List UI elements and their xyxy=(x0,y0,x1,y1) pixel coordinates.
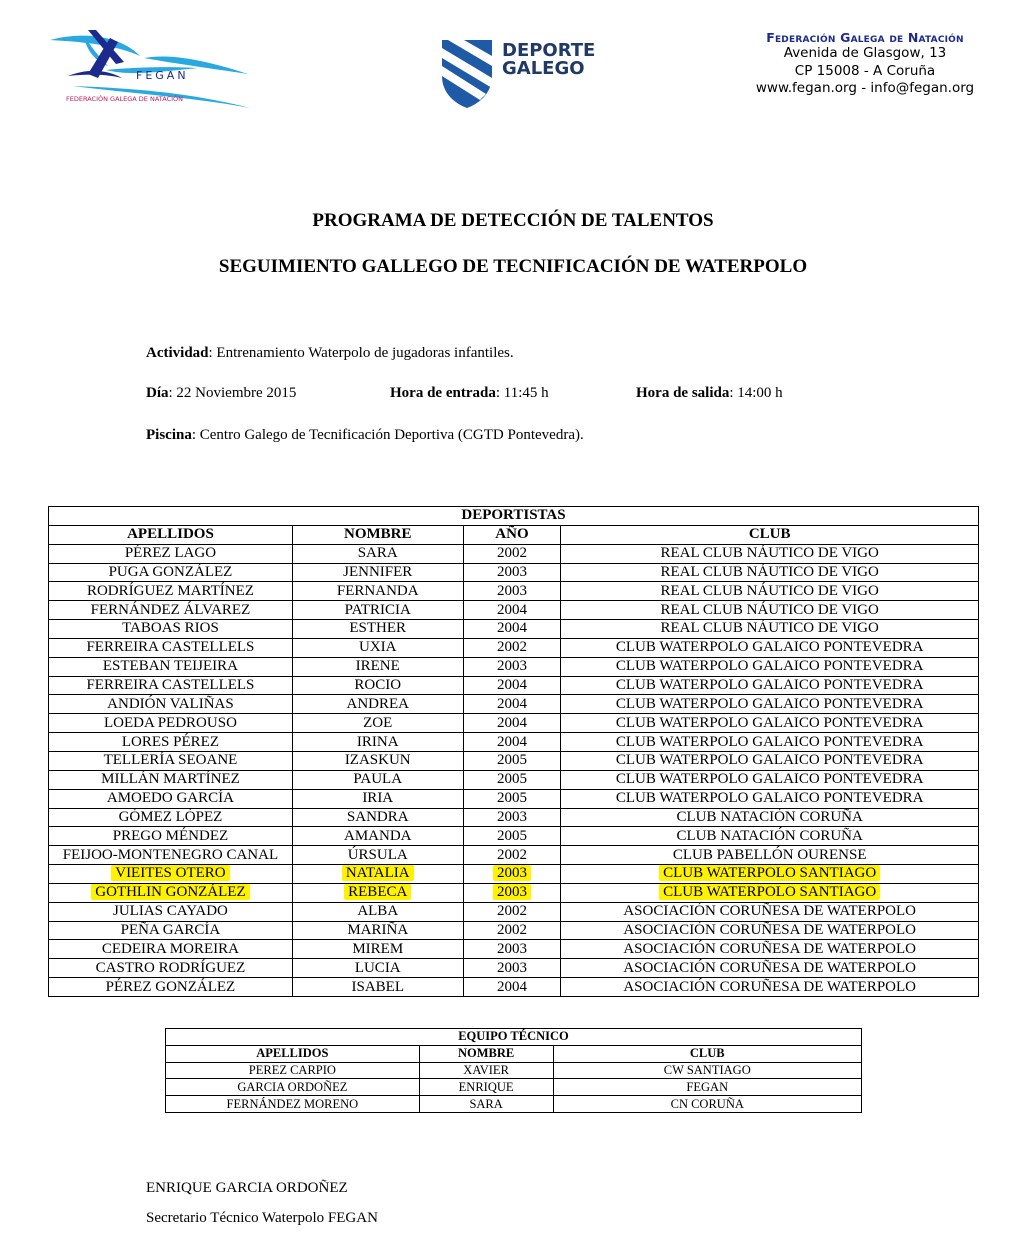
cell-nombre xyxy=(292,601,463,620)
salida-line xyxy=(636,385,783,402)
web-email: www.fegan.org - info@fegan.org xyxy=(755,80,975,96)
cell-club xyxy=(561,827,979,846)
nombre-value: ISABEL xyxy=(351,978,404,995)
ano-value: 2005 xyxy=(496,790,527,807)
nombre-value: ZOE xyxy=(363,714,393,731)
cell-ano xyxy=(463,751,561,770)
deportistas-table xyxy=(48,506,979,997)
club-value: REAL CLUB NÁUTICO DE VIGO xyxy=(660,545,879,562)
table-row xyxy=(49,883,979,902)
cell-club xyxy=(561,733,979,752)
apellidos-value: CASTRO RODRÍGUEZ xyxy=(95,959,246,976)
table-row xyxy=(49,902,979,921)
salida-value: : 14:00 h xyxy=(729,385,783,401)
cell-club xyxy=(561,883,979,902)
table-row xyxy=(49,544,979,563)
equipo-cell-club: CW SANTIAGO xyxy=(553,1062,861,1079)
salida-label: Hora de salida xyxy=(636,385,730,401)
apellidos-value: PUGA GONZÁLEZ xyxy=(108,563,233,580)
cell-nombre xyxy=(292,751,463,770)
cell-apellidos xyxy=(49,978,293,997)
cell-ano xyxy=(463,808,561,827)
cell-apellidos xyxy=(49,959,293,978)
table-row xyxy=(49,582,979,601)
cell-apellidos xyxy=(49,827,293,846)
signature-name: ENRIQUE GARCIA ORDOÑEZ xyxy=(146,1180,348,1196)
cell-club xyxy=(561,582,979,601)
federation-name: Federación Galega de Natación xyxy=(766,30,964,45)
cell-nombre xyxy=(292,733,463,752)
cell-apellidos xyxy=(49,695,293,714)
cell-ano xyxy=(463,883,561,902)
ano-value: 2003 xyxy=(493,865,531,881)
entrada-label: Hora de entrada xyxy=(390,385,496,401)
cell-nombre xyxy=(292,563,463,582)
table-row xyxy=(49,563,979,582)
cell-apellidos xyxy=(49,582,293,601)
cell-ano xyxy=(463,695,561,714)
cell-apellidos xyxy=(49,563,293,582)
fegan-logo xyxy=(48,28,253,118)
apellidos-value: CEDEIRA MOREIRA xyxy=(101,940,239,957)
cell-nombre xyxy=(292,921,463,940)
address-street: Avenida de Glasgow, 13 xyxy=(783,45,947,61)
cell-apellidos xyxy=(49,714,293,733)
cell-apellidos xyxy=(49,940,293,959)
club-value: CLUB WATERPOLO GALAICO PONTEVEDRA xyxy=(615,695,924,712)
title-line2: SEGUIMIENTO GALLEGO DE TECNIFICACIÓN DE WATERPOLO xyxy=(218,256,808,277)
table-row xyxy=(49,751,979,770)
apellidos-value: GÓMEZ LÓPEZ xyxy=(118,808,223,825)
cell-ano xyxy=(463,733,561,752)
equipo-cell-club: FEGAN xyxy=(553,1079,861,1096)
col-header-club: CLUB xyxy=(561,525,979,544)
equipo-header-row xyxy=(166,1045,862,1062)
entrada-value: : 11:45 h xyxy=(495,385,549,401)
cell-club xyxy=(561,714,979,733)
cell-apellidos xyxy=(49,883,293,902)
table-row xyxy=(49,620,979,639)
apellidos-value: TELLERÍA SEOANE xyxy=(103,752,238,769)
nombre-value: IRENE xyxy=(355,658,400,675)
table-row xyxy=(49,657,979,676)
title-line1: PROGRAMA DE DETECCIÓN DE TALENTOS xyxy=(312,210,714,231)
dia-value: : 22 Noviembre 2015 xyxy=(168,385,297,401)
ano-value: 2002 xyxy=(496,846,527,863)
cell-ano xyxy=(463,601,561,620)
club-value: CLUB WATERPOLO GALAICO PONTEVEDRA xyxy=(615,790,924,807)
cell-nombre xyxy=(292,770,463,789)
apellidos-value: MILLÁN MARTÍNEZ xyxy=(101,771,240,788)
club-value: CLUB NATACIÓN CORUÑA xyxy=(676,827,863,844)
cell-nombre xyxy=(292,582,463,601)
cell-club xyxy=(561,695,979,714)
club-value: CLUB PABELLÓN OURENSE xyxy=(672,846,867,863)
deportistas-title: DEPORTISTAS xyxy=(49,507,979,526)
deporte-line2: GALEGO xyxy=(502,58,585,79)
cell-club xyxy=(561,940,979,959)
cell-ano xyxy=(463,770,561,789)
nombre-value: NATALIA xyxy=(342,865,414,881)
club-value: CLUB WATERPOLO GALAICO PONTEVEDRA xyxy=(615,639,924,656)
cell-apellidos xyxy=(49,733,293,752)
table-row xyxy=(49,959,979,978)
cell-ano xyxy=(463,827,561,846)
ano-value: 2003 xyxy=(496,658,527,675)
ano-value: 2004 xyxy=(496,677,527,694)
equipo-cell-nombre: XAVIER xyxy=(419,1062,553,1079)
table-row xyxy=(49,808,979,827)
table-row xyxy=(49,770,979,789)
club-value: CLUB WATERPOLO GALAICO PONTEVEDRA xyxy=(615,714,924,731)
ano-value: 2003 xyxy=(493,884,531,900)
cell-club xyxy=(561,808,979,827)
apellidos-value: LOEDA PEDROUSO xyxy=(103,714,237,731)
cell-ano xyxy=(463,959,561,978)
cell-ano xyxy=(463,902,561,921)
cell-club xyxy=(561,921,979,940)
apellidos-value: PREGO MÉNDEZ xyxy=(112,827,229,844)
cell-nombre xyxy=(292,695,463,714)
nombre-value: IRIA xyxy=(362,790,394,807)
cell-club xyxy=(561,865,979,884)
cell-apellidos xyxy=(49,751,293,770)
cell-apellidos xyxy=(49,921,293,940)
nombre-value: PATRICIA xyxy=(344,601,411,618)
nombre-value: JENNIFER xyxy=(343,563,413,580)
cell-nombre xyxy=(292,676,463,695)
cell-club xyxy=(561,638,979,657)
cell-club xyxy=(561,657,979,676)
nombre-value: FERNANDA xyxy=(336,582,419,599)
dia-line xyxy=(146,385,296,402)
ano-value: 2005 xyxy=(496,752,527,769)
cell-nombre xyxy=(292,865,463,884)
cell-ano xyxy=(463,789,561,808)
ano-value: 2003 xyxy=(496,808,527,825)
cell-nombre xyxy=(292,902,463,921)
nombre-value: ANDREA xyxy=(346,695,409,712)
cell-ano xyxy=(463,978,561,997)
cell-apellidos xyxy=(49,770,293,789)
cell-nombre xyxy=(292,959,463,978)
apellidos-value: PÉREZ LAGO xyxy=(124,545,217,562)
cell-ano xyxy=(463,921,561,940)
table-row xyxy=(49,714,979,733)
equipo-row xyxy=(166,1079,862,1096)
apellidos-value: JULIAS CAYADO xyxy=(113,903,228,920)
cell-ano xyxy=(463,657,561,676)
equipo-cell-club: CN CORUÑA xyxy=(553,1096,861,1113)
club-value: ASOCIACIÓN CORUÑESA DE WATERPOLO xyxy=(623,978,917,995)
club-value: REAL CLUB NÁUTICO DE VIGO xyxy=(660,620,879,637)
club-value: CLUB WATERPOLO GALAICO PONTEVEDRA xyxy=(615,752,924,769)
apellidos-value: PÉREZ GONZÁLEZ xyxy=(105,978,236,995)
entrada-line xyxy=(390,385,549,402)
club-value: REAL CLUB NÁUTICO DE VIGO xyxy=(660,563,879,580)
nombre-value: MARIÑA xyxy=(347,921,409,938)
apellidos-value: FERREIRA CASTELLELS xyxy=(86,677,255,694)
nombre-value: IZASKUN xyxy=(344,752,411,769)
ano-value: 2004 xyxy=(496,714,527,731)
cell-club xyxy=(561,676,979,695)
club-value: CLUB WATERPOLO GALAICO PONTEVEDRA xyxy=(615,658,924,675)
actividad-label: Actividad xyxy=(146,345,209,361)
apellidos-value: FERNÁNDEZ ÁLVAREZ xyxy=(90,601,251,618)
deporte-line1: DEPORTE xyxy=(502,40,596,61)
cell-apellidos xyxy=(49,544,293,563)
nombre-value: ÚRSULA xyxy=(347,846,408,863)
apellidos-value: TABOAS RIOS xyxy=(122,620,219,637)
cell-club xyxy=(561,770,979,789)
cell-apellidos xyxy=(49,676,293,695)
table-row xyxy=(49,978,979,997)
apellidos-value: LORES PÉREZ xyxy=(121,733,219,750)
piscina-value: : Centro Galego de Tecnificación Deportiva (CGTD Pontevedra). xyxy=(191,427,584,443)
cell-ano xyxy=(463,714,561,733)
cell-nombre xyxy=(292,846,463,865)
actividad-line xyxy=(146,345,514,362)
ano-value: 2002 xyxy=(496,921,527,938)
nombre-value: SANDRA xyxy=(346,808,409,825)
nombre-value: ALBA xyxy=(357,903,399,920)
cell-ano xyxy=(463,582,561,601)
club-value: ASOCIACIÓN CORUÑESA DE WATERPOLO xyxy=(623,921,917,938)
nombre-value: LUCIA xyxy=(354,959,401,976)
club-value: CLUB WATERPOLO SANTIAGO xyxy=(659,865,880,881)
equipo-header-club: CLUB xyxy=(553,1045,861,1062)
equipo-cell-apellidos: PEREZ CARPIO xyxy=(166,1062,420,1079)
nombre-value: SARA xyxy=(357,545,398,562)
cell-apellidos xyxy=(49,902,293,921)
table-row xyxy=(49,846,979,865)
ano-value: 2004 xyxy=(496,695,527,712)
cell-club xyxy=(561,601,979,620)
apellidos-value: FERREIRA CASTELLELS xyxy=(86,639,255,656)
table-row xyxy=(49,827,979,846)
club-value: ASOCIACIÓN CORUÑESA DE WATERPOLO xyxy=(623,959,917,976)
apellidos-value: PEÑA GARCÍA xyxy=(120,921,221,938)
cell-club xyxy=(561,959,979,978)
cell-club xyxy=(561,978,979,997)
cell-club xyxy=(561,563,979,582)
deportistas-header-row xyxy=(49,525,979,544)
nombre-value: UXIA xyxy=(358,639,397,656)
cell-club xyxy=(561,846,979,865)
ano-value: 2003 xyxy=(496,563,527,580)
equipo-cell-nombre: ENRIQUE xyxy=(419,1079,553,1096)
cell-nombre xyxy=(292,808,463,827)
club-value: CLUB WATERPOLO SANTIAGO xyxy=(659,884,880,900)
cell-club xyxy=(561,544,979,563)
federation-address xyxy=(720,30,1010,98)
ano-value: 2004 xyxy=(496,733,527,750)
apellidos-value: AMOEDO GARCÍA xyxy=(106,790,234,807)
piscina-label: Piscina xyxy=(146,427,192,443)
cell-ano xyxy=(463,544,561,563)
table-row xyxy=(49,921,979,940)
club-value: ASOCIACIÓN CORUÑESA DE WATERPOLO xyxy=(623,903,917,920)
cell-nombre xyxy=(292,940,463,959)
apellidos-value: ESTEBAN TEIJEIRA xyxy=(102,658,239,675)
apellidos-value: VIEITES OTERO xyxy=(111,865,229,881)
cell-ano xyxy=(463,638,561,657)
ano-value: 2004 xyxy=(496,601,527,618)
cell-nombre xyxy=(292,978,463,997)
cell-apellidos xyxy=(49,865,293,884)
deporte-galego-logo xyxy=(440,38,620,108)
cell-apellidos xyxy=(49,601,293,620)
nombre-value: AMANDA xyxy=(343,827,412,844)
club-value: CLUB WATERPOLO GALAICO PONTEVEDRA xyxy=(615,771,924,788)
equipo-row xyxy=(166,1096,862,1113)
piscina-line xyxy=(146,427,584,444)
apellidos-value: FEIJOO-MONTENEGRO CANAL xyxy=(62,846,279,863)
signature-role: Secretario Técnico Waterpolo FEGAN xyxy=(146,1210,378,1226)
cell-nombre xyxy=(292,620,463,639)
cell-nombre xyxy=(292,789,463,808)
table-row xyxy=(49,940,979,959)
table-row xyxy=(49,865,979,884)
cell-ano xyxy=(463,676,561,695)
club-value: CLUB WATERPOLO GALAICO PONTEVEDRA xyxy=(615,733,924,750)
cell-apellidos xyxy=(49,657,293,676)
cell-ano xyxy=(463,865,561,884)
cell-nombre xyxy=(292,827,463,846)
cell-nombre xyxy=(292,883,463,902)
fegan-logo-text: FEGAN xyxy=(136,69,189,82)
ano-value: 2003 xyxy=(496,959,527,976)
col-header-ano: AÑO xyxy=(463,525,561,544)
col-header-nombre: NOMBRE xyxy=(292,525,463,544)
cell-ano xyxy=(463,940,561,959)
cell-apellidos xyxy=(49,620,293,639)
cell-club xyxy=(561,620,979,639)
nombre-value: ROCIO xyxy=(354,677,402,694)
cell-ano xyxy=(463,563,561,582)
dia-label: Día xyxy=(146,385,169,401)
nombre-value: REBECA xyxy=(344,884,411,900)
cell-club xyxy=(561,789,979,808)
ano-value: 2005 xyxy=(496,827,527,844)
cell-apellidos xyxy=(49,846,293,865)
equipo-header-nombre: NOMBRE xyxy=(419,1045,553,1062)
table-row xyxy=(49,695,979,714)
ano-value: 2002 xyxy=(496,903,527,920)
table-row xyxy=(49,638,979,657)
nombre-value: MIREM xyxy=(352,940,404,957)
club-value: CLUB WATERPOLO GALAICO PONTEVEDRA xyxy=(615,677,924,694)
table-row xyxy=(49,733,979,752)
club-value: REAL CLUB NÁUTICO DE VIGO xyxy=(660,582,879,599)
apellidos-value: GOTHLIN GONZÁLEZ xyxy=(91,884,249,900)
nombre-value: ESTHER xyxy=(349,620,407,637)
fegan-logo-subtitle: FEDERACIÓN GALEGA DE NATACIÓN xyxy=(66,95,184,103)
club-value: CLUB NATACIÓN CORUÑA xyxy=(676,808,863,825)
cell-apellidos xyxy=(49,789,293,808)
cell-apellidos xyxy=(49,808,293,827)
ano-value: 2002 xyxy=(496,639,527,656)
table-row xyxy=(49,676,979,695)
ano-value: 2004 xyxy=(496,978,527,995)
cell-club xyxy=(561,902,979,921)
equipo-row xyxy=(166,1062,862,1079)
actividad-value: : Entrenamiento Waterpolo de jugadoras infantiles. xyxy=(208,345,514,361)
nombre-value: PAULA xyxy=(353,771,403,788)
equipo-tecnico-table xyxy=(165,1028,862,1113)
cell-nombre xyxy=(292,544,463,563)
cell-nombre xyxy=(292,714,463,733)
cell-club xyxy=(561,751,979,770)
table-row xyxy=(49,789,979,808)
club-value: REAL CLUB NÁUTICO DE VIGO xyxy=(660,601,879,618)
equipo-title: EQUIPO TÉCNICO xyxy=(166,1029,862,1046)
nombre-value: IRINA xyxy=(356,733,399,750)
equipo-header-apellidos: APELLIDOS xyxy=(166,1045,420,1062)
equipo-cell-apellidos: FERNÁNDEZ MORENO xyxy=(166,1096,420,1113)
ano-value: 2005 xyxy=(496,771,527,788)
cell-ano xyxy=(463,846,561,865)
apellidos-value: ANDIÓN VALIÑAS xyxy=(107,695,234,712)
cell-nombre xyxy=(292,657,463,676)
equipo-cell-nombre: SARA xyxy=(419,1096,553,1113)
address-city: CP 15008 - A Coruña xyxy=(794,62,936,79)
cell-apellidos xyxy=(49,638,293,657)
ano-value: 2002 xyxy=(496,545,527,562)
cell-ano xyxy=(463,620,561,639)
cell-nombre xyxy=(292,638,463,657)
ano-value: 2004 xyxy=(496,620,527,637)
table-row xyxy=(49,601,979,620)
apellidos-value: RODRÍGUEZ MARTÍNEZ xyxy=(86,582,254,599)
ano-value: 2003 xyxy=(496,940,527,957)
col-header-apellidos: APELLIDOS xyxy=(49,525,293,544)
club-value: ASOCIACIÓN CORUÑESA DE WATERPOLO xyxy=(623,940,917,957)
equipo-cell-apellidos: GARCIA ORDOÑEZ xyxy=(166,1079,420,1096)
ano-value: 2003 xyxy=(496,582,527,599)
